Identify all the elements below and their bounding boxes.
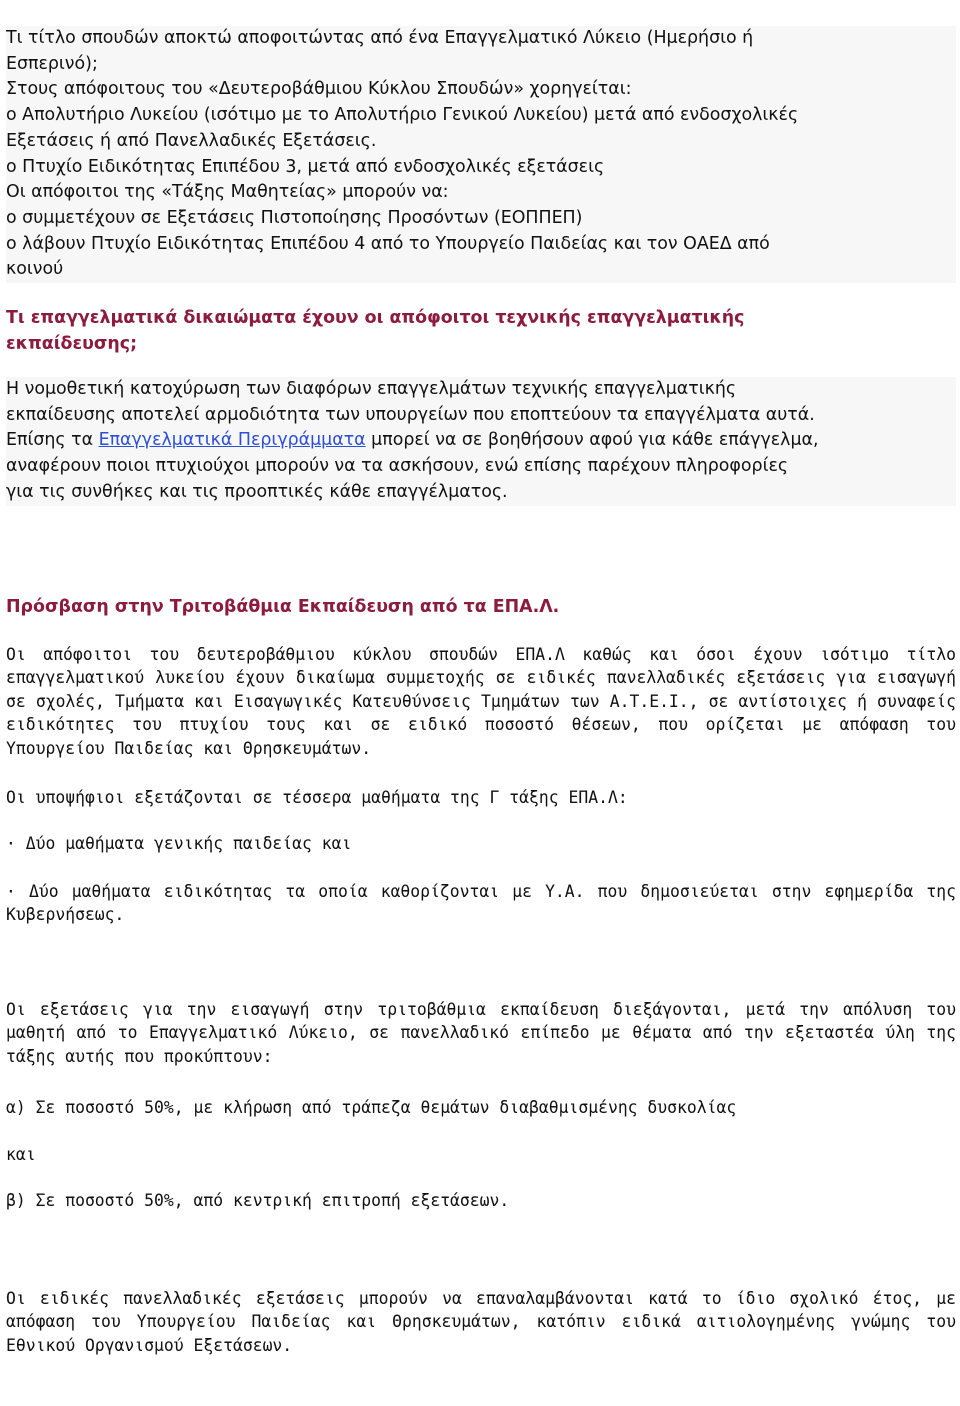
intro-line: Στους απόφοιτους του «Δευτεροβάθμιου Κύκλου Σπουδών» χορηγείται: (6, 79, 632, 100)
rights-line (6, 428, 956, 454)
intro-line: Οι απόφοιτοι της «Τάξης Μαθητείας» μπορούν να: (6, 182, 449, 203)
bullet-general-subjects: · Δύο μαθήματα γενικής παιδείας και (6, 834, 352, 853)
rights-line: εκπαίδευσης αποτελεί αρμοδιότητα των υπουργείων που εποπτεύουν τα επαγγέλματα αυτά. (6, 404, 815, 425)
intro-line: ο λάβουν Πτυχίο Ειδικότητας Επιπέδου 4 από το Υπουργείο Παιδείας και τον ΟΑΕΔ από (6, 233, 770, 254)
intro-line: ο συμμετέχουν σε Εξετάσεις Πιστοποίησης Προσόντων (ΕΟΠΠΕΠ) (6, 207, 583, 228)
rights-line: για τις συνθήκες και τις προοπτικές κάθε επαγγέλματος. (6, 481, 508, 502)
bullet-specialty-subjects: · Δύο μαθήματα ειδικότητας τα οποία καθορίζονται με Υ.Α. που δημοσιεύεται στην εφημερίδα της Κυβερνήσεως. (6, 882, 956, 925)
and-text: και (6, 1145, 36, 1164)
repeat-exams-paragraph: Οι ειδικές πανελλαδικές εξετάσεις μπορούν να επαναλαμβάνονται κατά το ίδιο σχολικό έτος, με απόφαση του Υπουργείου Παιδείας και Θρησκευμάτων, κατόπιν ειδικά αιτιολογημένης γνώμης του Εθνικού Οργανισμού Εξετάσεων. (6, 1289, 956, 1355)
intro-line: Τι τίτλο σπουδών αποκτώ αποφοιτώντας από ένα Επαγγελματικό Λύκειο (Ημερήσιο ή (6, 28, 754, 48)
rights-block (6, 377, 956, 506)
degree-info-block (6, 26, 956, 283)
intro-line: Εξετάσεις ή από Πανελλαδικές Εξετάσεις. (6, 130, 377, 151)
intro-line: Εσπερινό); (6, 53, 98, 74)
rights-line: Η νομοθετική κατοχύρωση των διαφόρων επαγγελμάτων τεχνικής επαγγελματικής (6, 379, 737, 399)
item-a: α) Σε ποσοστό 50%, με κλήρωση από τράπεζα θεμάτων διαβαθμισμένης δυσκολίας (6, 1098, 737, 1117)
intro-line: κοινού (6, 259, 64, 280)
exam-subjects-paragraph: Οι υποψήφιοι εξετάζονται σε τέσσερα μαθήματα της Γ τάξης ΕΠΑ.Λ: (6, 788, 628, 807)
rights-heading-line: εκπαίδευσης; (6, 333, 138, 354)
intro-line: ο Πτυχίο Ειδικότητας Επιπέδου 3, μετά από ενδοσχολικές εξετάσεις (6, 156, 605, 177)
rights-heading (6, 306, 956, 357)
access-heading: Πρόσβαση στην Τριτοβάθμια Εκπαίδευση από τα ΕΠΑ.Λ. (6, 597, 560, 617)
rights-line: αναφέρουν ποιοι πτυχιούχοι μπορούν να τα ασκήσουν, ενώ επίσης παρέχουν πληροφορίες (6, 456, 789, 477)
exams-paragraph: Οι εξετάσεις για την εισαγωγή στην τριτοβάθμια εκπαίδευση διεξάγονται, μετά την απόλυση του μαθητή από το Επαγγελματικό Λύκειο, σε πανελλαδικό επίπεδο με θέματα από την εξεταστέα ύλη της τάξης αυτής που προκύπτουν: (6, 1000, 956, 1066)
item-b: β) Σε ποσοστό 50%, από κεντρική επιτροπή εξετάσεων. (6, 1191, 510, 1210)
rights-text: μπορεί να σε βοηθήσουν αφού για κάθε επάγγελμα, (365, 430, 819, 451)
access-paragraph: Οι απόφοιτοι του δευτεροβάθμιου κύκλου σπουδών ΕΠΑ.Λ καθώς και όσοι έχουν ισότιμο τίτλο επαγγελματικού λυκείου έχουν δικαίωμα συμμετοχής σε ειδικές πανελλαδικές εξετάσεις για εισαγωγή σε σχολές, Τμήματα και Εισαγωγικές Κατευθύνσεις Τμημάτων των Α.Τ.Ε.Ι., σε αντίστοιχες ή συναφείς ειδικότητες του πτυχίου τους και σε ειδικό ποσοστό θέσεων, που ορίζεται με απόφαση του Υπουργείου Παιδείας και Θρησκευμάτων. (6, 645, 956, 758)
intro-line: ο Απολυτήριο Λυκείου (ισότιμο με το Απολυτήριο Γενικού Λυκείου) μετά από ενδοσχολικές (6, 105, 799, 126)
rights-heading-line: Τι επαγγελματικά δικαιώματα έχουν οι απόφοιτοι τεχνικής επαγγελματικής (6, 308, 745, 328)
professional-profiles-link[interactable]: Επαγγελματικά Περιγράμματα (98, 430, 366, 451)
rights-text: Επίσης τα (6, 430, 99, 451)
